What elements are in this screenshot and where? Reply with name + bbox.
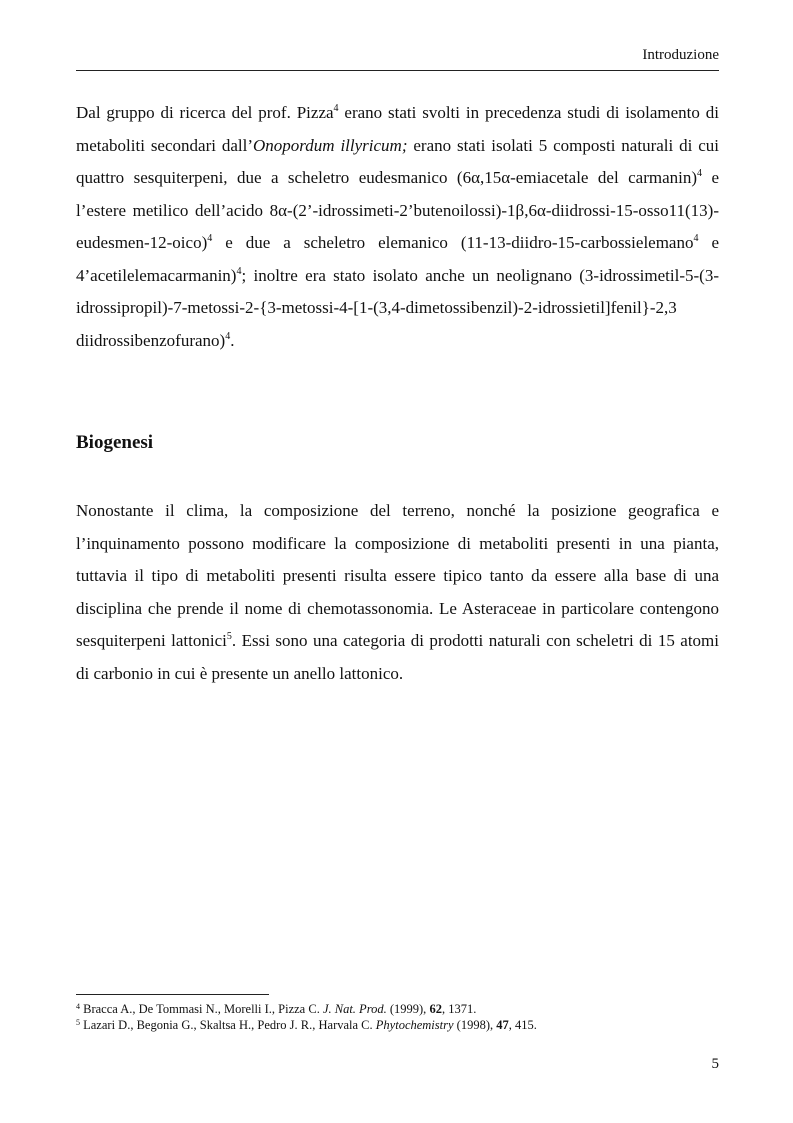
text-run: Nonostante il clima, la composizione del terreno, nonché la posizione geografica e l’inquinamento possono modificare la composizione di metaboliti presenti in una pianta, tuttavia il tipo di metaboliti presenti risulta essere tipico tanto da essere alla base di una disciplina che prende il nome di chemotassonomia. Le Asteraceae in particolare contengono sesquiterpeni lattonici xyxy=(76,501,719,650)
text-run: e 4’acetilelemacarmanin) xyxy=(76,233,720,285)
header-rule xyxy=(76,70,719,71)
footnote-ref: 4 xyxy=(693,233,699,244)
section-heading: Biogenesi xyxy=(76,432,154,453)
footnote-volume: 47 xyxy=(496,1018,509,1032)
footnote-ref: 4 xyxy=(236,265,242,277)
page-number: 5 xyxy=(711,1056,719,1072)
footnote-ref: 4 xyxy=(697,168,703,179)
paragraph-biogenesi xyxy=(76,495,719,690)
footnote-mark: 4 xyxy=(76,1002,80,1011)
footnote-item xyxy=(76,1001,719,1017)
footnote-rule xyxy=(76,994,269,995)
footnote-volume: 62 xyxy=(429,1002,442,1016)
footnote-authors: Lazari D., Begonia G., Skaltsa H., Pedro J. R., Harvala C. xyxy=(80,1018,376,1032)
text-run: ; inoltre era stato isolato anche un neolignano (3-idrossimetil-5-(3-idrossipropil)-7-metossi-2-{3-metossi-4-[1-(3,4-dimetossibenzil)-2-idrossietil]fenil}-2,3 diidrossibenzofurano) xyxy=(76,265,719,350)
footnote-journal: Phytochemistry xyxy=(375,1018,454,1032)
paragraph-onopordum xyxy=(76,97,719,357)
footnote-ref: 5 xyxy=(226,631,232,642)
text-run: . Essi sono una categoria di prodotti naturali con scheletri di 15 atomi di carbonio in cui è presente un anello lattonico. xyxy=(76,631,719,683)
footnote-ref: 4 xyxy=(225,330,231,342)
footnote-ref: 4 xyxy=(207,233,213,244)
footnote-authors: Bracca A., De Tommasi N., Morelli I., Pizza C. xyxy=(80,1002,323,1016)
text-run: e due a scheletro elemanico (11-13-diidro-15-carbossielemano xyxy=(212,233,694,252)
footnote-item xyxy=(76,1017,719,1033)
text-run: . xyxy=(230,330,235,350)
footnote-pages: , 1371. xyxy=(441,1002,477,1016)
text-run: e l’estere metilico dell’acido 8α-(2’-idrossimeti-2’butenoilossi)-1β,6α-diidrossi-15-osso11(13)-eudesmen-12-oico) xyxy=(76,168,719,252)
text-run: erano stati isolati 5 composti naturali di cui quattro sesquiterpeni, due a scheletro eudesmanico (6α,15α-emiacetale del carmanin) xyxy=(76,135,720,187)
footnote-year: (1998), xyxy=(453,1018,497,1032)
footnote-mark: 5 xyxy=(76,1018,80,1027)
footnote-journal: J. Nat. Prod. xyxy=(322,1002,387,1016)
footnote-pages: , 415. xyxy=(508,1018,537,1032)
species-name: Onopordum illyricum; xyxy=(253,135,408,155)
text-run: Dal gruppo di ricerca del prof. Pizza xyxy=(76,103,334,122)
footnote-ref: 4 xyxy=(333,103,339,114)
footnote-year: (1999), xyxy=(386,1002,430,1016)
running-header: Introduzione xyxy=(642,47,719,63)
text-run: erano stati svolti in precedenza studi di isolamento di metaboliti secondari dall’ xyxy=(76,103,719,155)
footnotes xyxy=(76,1001,719,1033)
